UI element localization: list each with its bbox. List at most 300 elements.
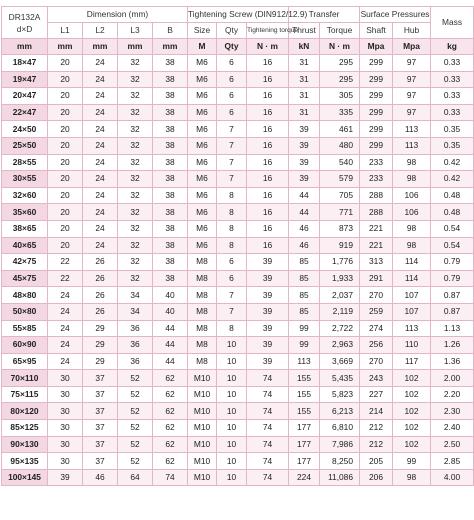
cell-hub: 110	[393, 337, 431, 354]
cell-mass: 1.26	[431, 337, 474, 354]
cell-l3: 32	[118, 71, 153, 88]
cell-mass: 0.48	[431, 204, 474, 221]
cell-l2: 24	[83, 88, 118, 105]
cell-shaft: 212	[360, 436, 393, 453]
cell-l1: 30	[48, 386, 83, 403]
cell-model: 18×47	[2, 55, 48, 72]
cell-qty: 10	[217, 337, 247, 354]
cell-qty: 10	[217, 370, 247, 387]
cell-hub: 102	[393, 436, 431, 453]
cell-qty: 8	[217, 237, 247, 254]
cell-b: 62	[153, 420, 188, 437]
table-row	[2, 237, 474, 254]
table-row	[2, 270, 474, 287]
cell-l2: 29	[83, 320, 118, 337]
cell-model: 80×120	[2, 403, 48, 420]
cell-mass: 0.79	[431, 270, 474, 287]
cell-l1: 20	[48, 121, 83, 138]
cell-qty: 7	[217, 154, 247, 171]
cell-torque: 2,037	[320, 287, 360, 304]
cell-torque: 305	[320, 88, 360, 105]
cell-tightening-torque: 16	[247, 137, 289, 154]
cell-model: 85×125	[2, 420, 48, 437]
cell-b: 40	[153, 303, 188, 320]
cell-l2: 29	[83, 353, 118, 370]
cell-b: 74	[153, 469, 188, 486]
cell-l3: 52	[118, 436, 153, 453]
table-row	[2, 370, 474, 387]
spec-table-container	[1, 6, 473, 486]
table-row	[2, 403, 474, 420]
transfer-group-header: Transfer	[289, 7, 360, 23]
cell-mass: 0.79	[431, 254, 474, 271]
cell-hub: 98	[393, 154, 431, 171]
cell-l2: 24	[83, 204, 118, 221]
cell-mass: 0.87	[431, 303, 474, 320]
col-l2-header: L2	[83, 23, 118, 39]
cell-tightening-torque: 16	[247, 187, 289, 204]
cell-model: 25×50	[2, 137, 48, 154]
cell-mass: 0.35	[431, 121, 474, 138]
cell-torque: 8,250	[320, 453, 360, 470]
cell-shaft: 299	[360, 88, 393, 105]
cell-tightening-torque: 74	[247, 370, 289, 387]
cell-mass: 0.33	[431, 104, 474, 121]
cell-l3: 32	[118, 154, 153, 171]
cell-hub: 117	[393, 353, 431, 370]
cell-qty: 10	[217, 469, 247, 486]
cell-size: M6	[188, 187, 217, 204]
dimension-group-header: Dimension (mm)	[48, 7, 188, 23]
cell-shaft: 221	[360, 237, 393, 254]
cell-thrust: 85	[289, 254, 320, 271]
cell-torque: 5,435	[320, 370, 360, 387]
cell-thrust: 85	[289, 270, 320, 287]
cell-qty: 8	[217, 320, 247, 337]
cell-mass: 0.33	[431, 71, 474, 88]
cell-hub: 106	[393, 204, 431, 221]
cell-l2: 37	[83, 453, 118, 470]
table-row	[2, 453, 474, 470]
cell-size: M6	[188, 71, 217, 88]
cell-hub: 113	[393, 320, 431, 337]
cell-hub: 102	[393, 420, 431, 437]
cell-tightening-torque: 39	[247, 320, 289, 337]
cell-tightening-torque: 39	[247, 353, 289, 370]
cell-thrust: 31	[289, 88, 320, 105]
cell-thrust: 39	[289, 154, 320, 171]
cell-hub: 114	[393, 254, 431, 271]
table-row	[2, 204, 474, 221]
cell-thrust: 99	[289, 337, 320, 354]
cell-model: 24×50	[2, 121, 48, 138]
cell-qty: 6	[217, 88, 247, 105]
cell-tightening-torque: 39	[247, 337, 289, 354]
cell-l3: 34	[118, 303, 153, 320]
cell-shaft: 206	[360, 469, 393, 486]
cell-thrust: 39	[289, 121, 320, 138]
cell-mass: 0.87	[431, 287, 474, 304]
cell-shaft: 259	[360, 303, 393, 320]
cell-size: M8	[188, 303, 217, 320]
cell-l1: 30	[48, 436, 83, 453]
cell-l3: 32	[118, 220, 153, 237]
unit-b: mm	[153, 39, 188, 55]
cell-l2: 29	[83, 337, 118, 354]
unit-mass: kg	[431, 39, 474, 55]
cell-hub: 114	[393, 270, 431, 287]
cell-hub: 113	[393, 137, 431, 154]
cell-l1: 20	[48, 171, 83, 188]
cell-l2: 24	[83, 220, 118, 237]
col-size-header: Size	[188, 23, 217, 39]
cell-shaft: 299	[360, 55, 393, 72]
cell-tightening-torque: 16	[247, 154, 289, 171]
cell-b: 62	[153, 453, 188, 470]
table-row	[2, 436, 474, 453]
cell-thrust: 99	[289, 320, 320, 337]
cell-l3: 52	[118, 453, 153, 470]
unit-model: mm	[2, 39, 48, 55]
cell-l1: 30	[48, 420, 83, 437]
unit-tightening-torque: N · m	[247, 39, 289, 55]
cell-l2: 24	[83, 104, 118, 121]
cell-b: 38	[153, 55, 188, 72]
table-row	[2, 353, 474, 370]
cell-l1: 24	[48, 287, 83, 304]
cell-l1: 39	[48, 469, 83, 486]
cell-l2: 37	[83, 403, 118, 420]
cell-tightening-torque: 39	[247, 270, 289, 287]
cell-thrust: 177	[289, 436, 320, 453]
table-row	[2, 88, 474, 105]
cell-model: 75×115	[2, 386, 48, 403]
cell-qty: 8	[217, 204, 247, 221]
cell-torque: 1,933	[320, 270, 360, 287]
cell-torque: 579	[320, 171, 360, 188]
col-b-header: B	[153, 23, 188, 39]
cell-b: 38	[153, 121, 188, 138]
cell-mass: 0.54	[431, 237, 474, 254]
cell-mass: 0.35	[431, 137, 474, 154]
unit-thrust: kN	[289, 39, 320, 55]
cell-thrust: 224	[289, 469, 320, 486]
cell-qty: 8	[217, 187, 247, 204]
cell-l2: 24	[83, 121, 118, 138]
cell-model: 40×65	[2, 237, 48, 254]
cell-hub: 102	[393, 386, 431, 403]
cell-thrust: 155	[289, 403, 320, 420]
cell-size: M8	[188, 254, 217, 271]
cell-model: 30×55	[2, 171, 48, 188]
cell-size: M6	[188, 220, 217, 237]
table-row	[2, 104, 474, 121]
cell-b: 62	[153, 403, 188, 420]
cell-tightening-torque: 74	[247, 403, 289, 420]
cell-thrust: 177	[289, 453, 320, 470]
cell-hub: 102	[393, 370, 431, 387]
screw-group-header: Tightening Screw (DIN912/12.9)	[188, 7, 289, 23]
cell-qty: 6	[217, 71, 247, 88]
unit-hub: Mpa	[393, 39, 431, 55]
unit-l1: mm	[48, 39, 83, 55]
cell-thrust: 155	[289, 370, 320, 387]
cell-mass: 0.33	[431, 88, 474, 105]
cell-torque: 919	[320, 237, 360, 254]
cell-b: 62	[153, 386, 188, 403]
cell-thrust: 39	[289, 171, 320, 188]
cell-mass: 2.85	[431, 453, 474, 470]
cell-b: 38	[153, 71, 188, 88]
cell-mass: 1.36	[431, 353, 474, 370]
unit-torque: N · m	[320, 39, 360, 55]
cell-tightening-torque: 74	[247, 469, 289, 486]
cell-tightening-torque: 74	[247, 453, 289, 470]
cell-l1: 30	[48, 370, 83, 387]
cell-hub: 97	[393, 71, 431, 88]
unit-shaft: Mpa	[360, 39, 393, 55]
cell-tightening-torque: 16	[247, 88, 289, 105]
cell-model: 20×47	[2, 88, 48, 105]
cell-size: M6	[188, 121, 217, 138]
cell-size: M6	[188, 154, 217, 171]
cell-tightening-torque: 74	[247, 420, 289, 437]
cell-b: 44	[153, 353, 188, 370]
cell-l2: 24	[83, 187, 118, 204]
unit-l3: mm	[118, 39, 153, 55]
cell-tightening-torque: 16	[247, 55, 289, 72]
cell-shaft: 299	[360, 137, 393, 154]
cell-l1: 22	[48, 254, 83, 271]
cell-torque: 1,776	[320, 254, 360, 271]
cell-qty: 6	[217, 104, 247, 121]
cell-shaft: 291	[360, 270, 393, 287]
col-thrust-header: Thrust	[289, 23, 320, 39]
cell-hub: 107	[393, 287, 431, 304]
cell-tightening-torque: 16	[247, 104, 289, 121]
cell-l3: 32	[118, 55, 153, 72]
cell-thrust: 177	[289, 420, 320, 437]
cell-l3: 32	[118, 254, 153, 271]
cell-b: 38	[153, 204, 188, 221]
cell-torque: 11,086	[320, 469, 360, 486]
pressure-group-header: Surface Pressures	[360, 7, 431, 23]
cell-l3: 32	[118, 270, 153, 287]
cell-size: M10	[188, 469, 217, 486]
units-row	[2, 39, 474, 55]
table-row	[2, 171, 474, 188]
cell-l3: 34	[118, 287, 153, 304]
cell-size: M8	[188, 287, 217, 304]
cell-l1: 20	[48, 220, 83, 237]
cell-model: 65×95	[2, 353, 48, 370]
cell-l3: 32	[118, 204, 153, 221]
cell-shaft: 214	[360, 403, 393, 420]
cell-qty: 7	[217, 137, 247, 154]
cell-tightening-torque: 39	[247, 254, 289, 271]
cell-model: 70×110	[2, 370, 48, 387]
header-row-columns	[2, 23, 474, 39]
cell-torque: 3,669	[320, 353, 360, 370]
cell-model: 28×55	[2, 154, 48, 171]
cell-l2: 24	[83, 71, 118, 88]
cell-b: 62	[153, 436, 188, 453]
cell-torque: 2,119	[320, 303, 360, 320]
cell-size: M10	[188, 420, 217, 437]
cell-l3: 36	[118, 337, 153, 354]
table-row	[2, 55, 474, 72]
cell-l3: 52	[118, 420, 153, 437]
cell-torque: 771	[320, 204, 360, 221]
cell-l3: 36	[118, 320, 153, 337]
cell-l1: 20	[48, 137, 83, 154]
cell-model: 60×90	[2, 337, 48, 354]
cell-size: M10	[188, 370, 217, 387]
cell-l1: 24	[48, 320, 83, 337]
cell-qty: 10	[217, 386, 247, 403]
cell-shaft: 270	[360, 287, 393, 304]
cell-size: M8	[188, 337, 217, 354]
cell-hub: 113	[393, 121, 431, 138]
cell-b: 38	[153, 88, 188, 105]
cell-torque: 7,986	[320, 436, 360, 453]
cell-hub: 102	[393, 403, 431, 420]
cell-mass: 2.30	[431, 403, 474, 420]
cell-size: M6	[188, 55, 217, 72]
cell-shaft: 212	[360, 420, 393, 437]
table-row	[2, 337, 474, 354]
cell-qty: 6	[217, 270, 247, 287]
cell-l2: 37	[83, 370, 118, 387]
cell-size: M8	[188, 320, 217, 337]
col-torque-header: Torque	[320, 23, 360, 39]
table-row	[2, 386, 474, 403]
cell-l1: 20	[48, 237, 83, 254]
cell-qty: 6	[217, 55, 247, 72]
cell-b: 40	[153, 287, 188, 304]
model-header-cell	[2, 7, 48, 39]
cell-thrust: 85	[289, 287, 320, 304]
table-row	[2, 287, 474, 304]
cell-l1: 20	[48, 154, 83, 171]
cell-torque: 295	[320, 71, 360, 88]
data-rows	[2, 55, 474, 486]
cell-b: 38	[153, 254, 188, 271]
cell-l1: 30	[48, 453, 83, 470]
cell-l3: 32	[118, 237, 153, 254]
unit-size: M	[188, 39, 217, 55]
cell-mass: 2.50	[431, 436, 474, 453]
cell-l1: 20	[48, 88, 83, 105]
cell-shaft: 221	[360, 220, 393, 237]
header-row-groups	[2, 7, 474, 23]
cell-torque: 335	[320, 104, 360, 121]
cell-l3: 32	[118, 171, 153, 188]
cell-mass: 2.00	[431, 370, 474, 387]
cell-mass: 2.40	[431, 420, 474, 437]
cell-torque: 2,722	[320, 320, 360, 337]
cell-qty: 7	[217, 171, 247, 188]
cell-l3: 32	[118, 187, 153, 204]
cell-l3: 36	[118, 353, 153, 370]
cell-tightening-torque: 16	[247, 171, 289, 188]
cell-torque: 480	[320, 137, 360, 154]
cell-qty: 10	[217, 453, 247, 470]
table-row	[2, 320, 474, 337]
cell-model: 50×80	[2, 303, 48, 320]
cell-l2: 26	[83, 270, 118, 287]
spec-table	[1, 6, 474, 486]
cell-shaft: 256	[360, 337, 393, 354]
table-row	[2, 254, 474, 271]
cell-qty: 10	[217, 436, 247, 453]
col-l3-header: L3	[118, 23, 153, 39]
cell-model: 35×60	[2, 204, 48, 221]
cell-shaft: 243	[360, 370, 393, 387]
cell-qty: 10	[217, 420, 247, 437]
cell-tightening-torque: 16	[247, 121, 289, 138]
cell-shaft: 227	[360, 386, 393, 403]
cell-b: 38	[153, 171, 188, 188]
col-shaft-header: Shaft	[360, 23, 393, 39]
cell-shaft: 270	[360, 353, 393, 370]
col-hub-header: Hub	[393, 23, 431, 39]
cell-size: M6	[188, 171, 217, 188]
cell-thrust: 39	[289, 137, 320, 154]
cell-l1: 20	[48, 187, 83, 204]
table-row	[2, 303, 474, 320]
cell-model: 100×145	[2, 469, 48, 486]
cell-hub: 97	[393, 88, 431, 105]
cell-model: 19×47	[2, 71, 48, 88]
cell-shaft: 205	[360, 453, 393, 470]
table-row	[2, 187, 474, 204]
cell-torque: 705	[320, 187, 360, 204]
cell-hub: 107	[393, 303, 431, 320]
cell-l3: 52	[118, 386, 153, 403]
cell-torque: 873	[320, 220, 360, 237]
cell-l1: 30	[48, 403, 83, 420]
cell-size: M10	[188, 453, 217, 470]
cell-l1: 22	[48, 270, 83, 287]
cell-torque: 6,213	[320, 403, 360, 420]
cell-l1: 24	[48, 337, 83, 354]
cell-l1: 24	[48, 353, 83, 370]
cell-hub: 98	[393, 220, 431, 237]
cell-l3: 32	[118, 88, 153, 105]
cell-torque: 461	[320, 121, 360, 138]
table-row	[2, 137, 474, 154]
cell-size: M6	[188, 88, 217, 105]
cell-shaft: 288	[360, 187, 393, 204]
cell-size: M10	[188, 436, 217, 453]
cell-b: 44	[153, 320, 188, 337]
unit-qty: Qty	[217, 39, 247, 55]
cell-l1: 20	[48, 71, 83, 88]
cell-tightening-torque: 16	[247, 204, 289, 221]
cell-tightening-torque: 16	[247, 220, 289, 237]
cell-model: 90×130	[2, 436, 48, 453]
cell-mass: 0.42	[431, 171, 474, 188]
cell-hub: 98	[393, 171, 431, 188]
cell-l2: 26	[83, 287, 118, 304]
model-label: DR132A	[8, 11, 41, 22]
cell-qty: 6	[217, 254, 247, 271]
cell-size: M6	[188, 237, 217, 254]
cell-thrust: 31	[289, 55, 320, 72]
table-row	[2, 469, 474, 486]
cell-hub: 98	[393, 469, 431, 486]
